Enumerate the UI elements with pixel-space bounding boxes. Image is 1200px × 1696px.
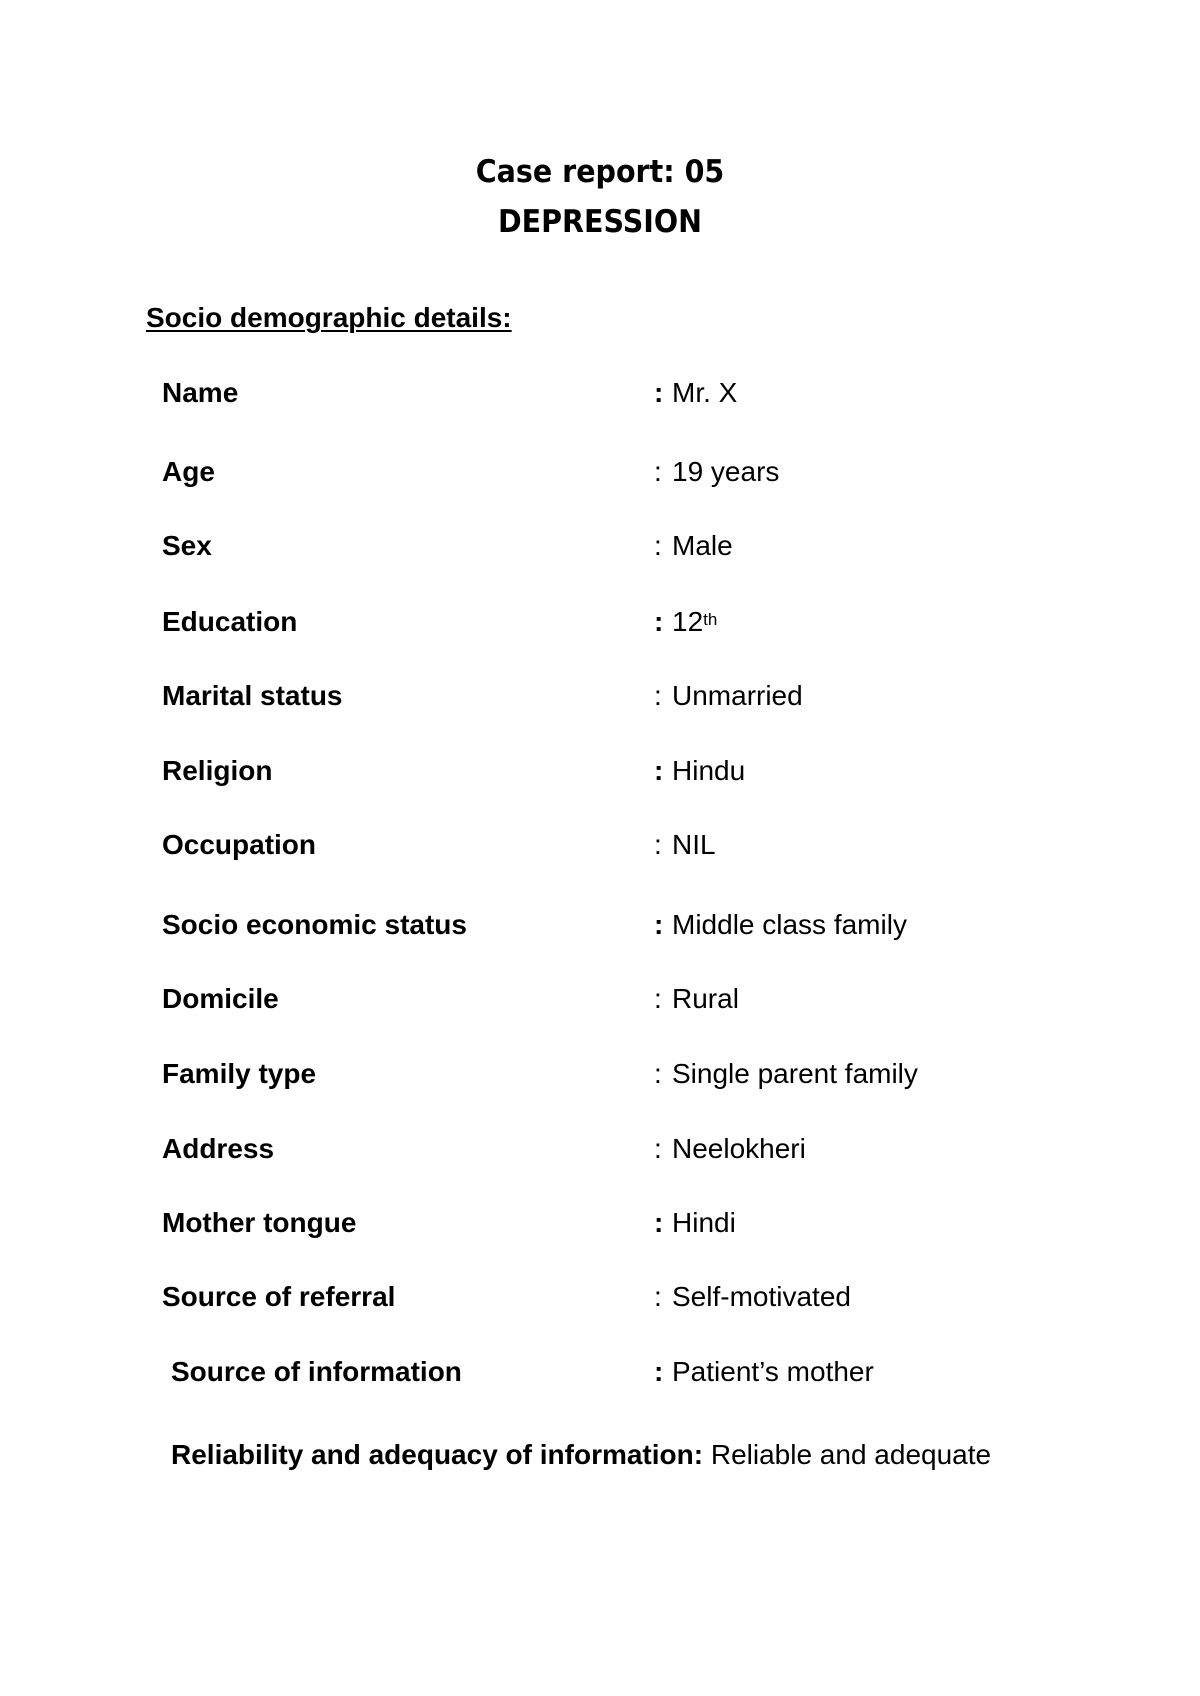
field-separator: : <box>654 1281 662 1312</box>
field-label: Mother tongue <box>162 1207 357 1238</box>
field-separator: : <box>654 909 664 940</box>
field-label: Sex <box>162 530 212 561</box>
field-separator: : <box>654 755 664 786</box>
field-row-age <box>0 455 1200 495</box>
field-row-source-of-referral <box>0 1280 1200 1320</box>
field-value: NIL <box>672 829 716 860</box>
field-value: Neelokheri <box>672 1133 806 1164</box>
field-label: Marital status <box>162 680 343 711</box>
field-value: Hindu <box>672 755 746 786</box>
field-label: Socio economic status <box>162 909 467 940</box>
field-row-marital-status <box>0 679 1200 719</box>
field-label: Domicile <box>162 983 279 1014</box>
field-separator: : <box>654 606 664 637</box>
field-row-socio-economic-status <box>0 908 1200 948</box>
education-value-number: 12 <box>672 606 704 637</box>
field-label: Age <box>162 456 215 487</box>
field-row-source-of-information <box>0 1355 1200 1395</box>
field-value: Self-motivated <box>672 1281 851 1312</box>
field-row-address <box>0 1132 1200 1172</box>
field-label: Family type <box>162 1058 317 1089</box>
field-value: Mr. X <box>672 377 738 408</box>
field-label: Source of information <box>171 1356 462 1387</box>
field-row-occupation <box>0 828 1200 868</box>
case-report-diagnosis: DEPRESSION <box>497 204 703 240</box>
field-label: Address <box>162 1133 275 1164</box>
case-report-number: Case report: 05 <box>475 154 725 190</box>
field-row-education <box>0 605 1200 645</box>
field-label: Education <box>162 606 298 637</box>
reliability-paragraph <box>171 1437 1011 1473</box>
reliability-value: Reliable and adequate <box>710 1439 992 1470</box>
field-value: Hindi <box>672 1207 736 1238</box>
field-row-domicile <box>0 982 1200 1022</box>
field-separator: : <box>654 1356 664 1387</box>
field-value: Unmarried <box>672 680 803 711</box>
field-row-religion <box>0 754 1200 794</box>
field-separator: : <box>654 1133 662 1164</box>
field-row-mother-tongue <box>0 1206 1200 1246</box>
section-heading-socio-demographic: Socio demographic details: <box>146 302 512 333</box>
field-label: Name <box>162 377 239 408</box>
field-separator: : <box>654 377 664 408</box>
field-value: 19 years <box>672 456 780 487</box>
field-row-sex <box>0 529 1200 569</box>
field-value: Male <box>672 530 733 561</box>
reliability-label: Reliability and adequacy of information: <box>171 1439 704 1470</box>
field-separator: : <box>654 1207 664 1238</box>
field-value: Patient’s mother <box>672 1356 874 1387</box>
field-value: Single parent family <box>672 1058 918 1089</box>
field-row-family-type <box>0 1057 1200 1097</box>
field-separator: : <box>654 1058 662 1089</box>
field-label: Source of referral <box>162 1281 396 1312</box>
field-separator: : <box>654 680 662 711</box>
field-separator: : <box>654 530 662 561</box>
field-label: Occupation <box>162 829 317 860</box>
education-value-superscript: th <box>703 610 718 629</box>
field-value: Middle class family <box>672 909 907 940</box>
field-label: Religion <box>162 755 273 786</box>
field-separator: : <box>654 983 662 1014</box>
field-row-name <box>0 376 1200 416</box>
field-separator: : <box>654 829 662 860</box>
field-separator: : <box>654 456 662 487</box>
field-value: Rural <box>672 983 739 1014</box>
field-value <box>672 605 717 643</box>
